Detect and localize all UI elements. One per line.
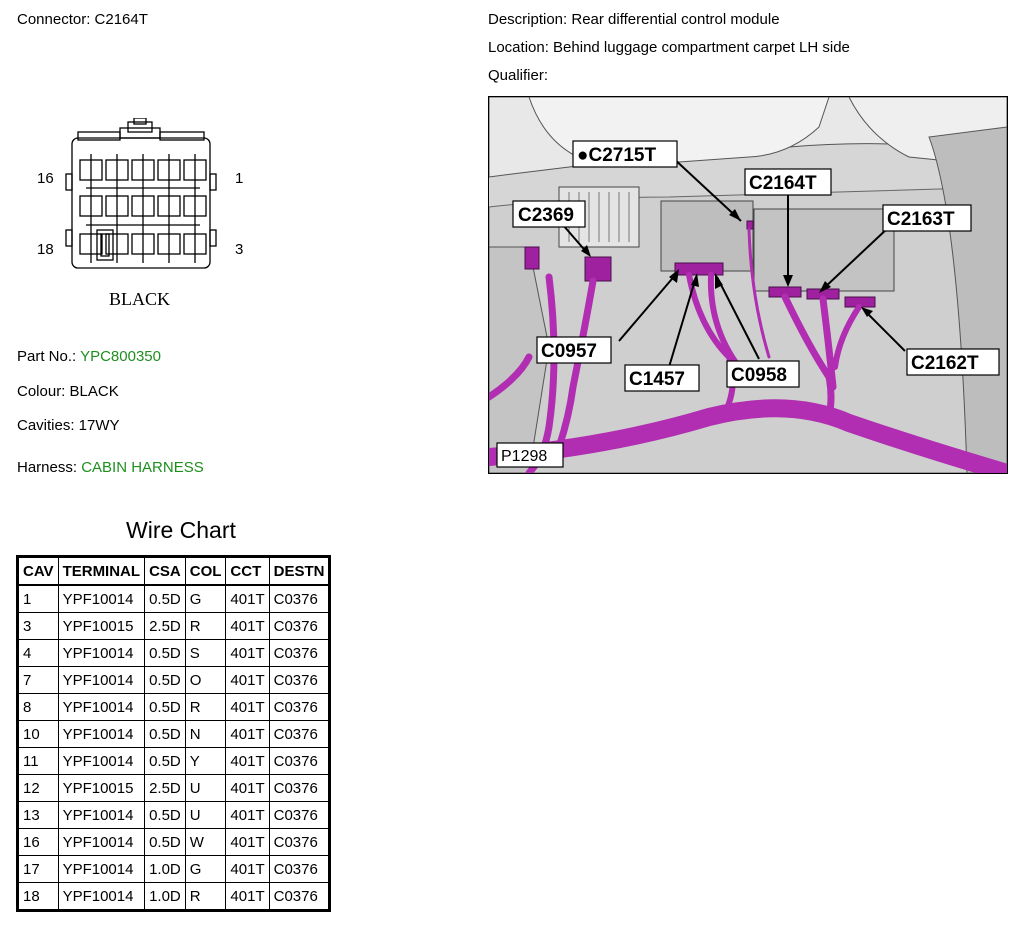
cell-terminal: YPF10015: [58, 775, 145, 802]
cell-terminal: YPF10014: [58, 585, 145, 613]
cell-cct: 401T: [226, 613, 269, 640]
wire-chart-row: [18, 694, 330, 721]
wire-chart-title: Wire Chart: [126, 517, 236, 543]
cell-terminal: YPF10014: [58, 748, 145, 775]
cell-destn: C0376: [269, 694, 330, 721]
pin-label-3: 3: [235, 241, 244, 258]
wire-chart-row: [18, 667, 330, 694]
cell-cav: 12: [18, 775, 59, 802]
cell-csa: 2.5D: [145, 613, 186, 640]
harness-label: Harness:: [17, 459, 82, 476]
wire-chart-row: [18, 802, 330, 829]
cell-csa: 1.0D: [145, 856, 186, 883]
callout-c1457: C1457: [629, 369, 685, 390]
cell-terminal: YPF10014: [58, 883, 145, 911]
cell-destn: C0376: [269, 775, 330, 802]
location-diagram: [488, 96, 1008, 474]
cell-cct: 401T: [226, 694, 269, 721]
callout-c2163t: C2163T: [887, 209, 955, 230]
cell-cct: 401T: [226, 640, 269, 667]
cell-destn: C0376: [269, 856, 330, 883]
cell-col: S: [185, 640, 226, 667]
cell-cct: 401T: [226, 748, 269, 775]
wire-chart-row: [18, 721, 330, 748]
cell-col: U: [185, 775, 226, 802]
part-number-label: Part No.:: [17, 348, 81, 365]
cell-col: U: [185, 802, 226, 829]
callout-c2164t: C2164T: [749, 173, 817, 194]
cell-cct: 401T: [226, 829, 269, 856]
cell-col: G: [185, 856, 226, 883]
cell-terminal: YPF10014: [58, 640, 145, 667]
cell-csa: 0.5D: [145, 829, 186, 856]
cell-destn: C0376: [269, 721, 330, 748]
cell-cct: 401T: [226, 721, 269, 748]
cell-cct: 401T: [226, 856, 269, 883]
wire-chart-table: [16, 555, 331, 912]
cell-cav: 4: [18, 640, 59, 667]
header-destn: DESTN: [269, 557, 330, 586]
cell-destn: C0376: [269, 613, 330, 640]
header-cav: CAV: [18, 557, 59, 586]
wire-chart-row: [18, 829, 330, 856]
header-col: COL: [185, 557, 226, 586]
cell-col: R: [185, 613, 226, 640]
callout-c2369: C2369: [518, 205, 574, 226]
wire-chart-row: [18, 640, 330, 667]
cell-destn: C0376: [269, 829, 330, 856]
cell-destn: C0376: [269, 748, 330, 775]
connector-label: Connector: C2164T: [17, 11, 148, 28]
location-diagram-illustration: [489, 97, 1007, 473]
cell-csa: 2.5D: [145, 775, 186, 802]
part-number: [17, 348, 161, 365]
wire-chart-row: [18, 613, 330, 640]
cavities-label: Cavities: 17WY: [17, 417, 120, 434]
cell-col: Y: [185, 748, 226, 775]
location-label: Location: Behind luggage compartment carpet LH side: [488, 39, 850, 56]
pin-label-18: 18: [37, 241, 54, 258]
cell-cav: 10: [18, 721, 59, 748]
harness-link[interactable]: CABIN HARNESS: [81, 459, 204, 476]
header-terminal: TERMINAL: [58, 557, 145, 586]
cell-col: W: [185, 829, 226, 856]
cell-destn: C0376: [269, 667, 330, 694]
cell-col: N: [185, 721, 226, 748]
cell-terminal: YPF10015: [58, 613, 145, 640]
cell-csa: 0.5D: [145, 640, 186, 667]
cell-destn: C0376: [269, 802, 330, 829]
qualifier-label: Qualifier:: [488, 67, 549, 84]
colour-label: Colour: BLACK: [17, 383, 119, 400]
cell-cct: 401T: [226, 883, 269, 911]
callout-p1298: P1298: [501, 448, 548, 465]
callout-c0957: C0957: [541, 341, 597, 362]
pin-label-16: 16: [37, 170, 54, 187]
cell-terminal: YPF10014: [58, 694, 145, 721]
cell-csa: 0.5D: [145, 667, 186, 694]
wire-chart-row: [18, 883, 330, 911]
wire-chart-row: [18, 748, 330, 775]
cell-cav: 16: [18, 829, 59, 856]
part-number-link[interactable]: YPC800350: [80, 348, 161, 365]
connector-colour-caption: BLACK: [109, 289, 171, 309]
cell-terminal: YPF10014: [58, 802, 145, 829]
cell-csa: 1.0D: [145, 883, 186, 911]
cell-cct: 401T: [226, 667, 269, 694]
harness: [17, 459, 204, 476]
wire-chart-header-row: [18, 557, 330, 586]
callout-c0958: C0958: [731, 365, 787, 386]
cell-destn: C0376: [269, 640, 330, 667]
description-label: Description: Rear differential control module: [488, 11, 780, 28]
cell-cct: 401T: [226, 802, 269, 829]
cell-csa: 0.5D: [145, 694, 186, 721]
wire-chart-row: [18, 856, 330, 883]
cell-col: O: [185, 667, 226, 694]
cell-terminal: YPF10014: [58, 829, 145, 856]
cell-csa: 0.5D: [145, 748, 186, 775]
wire-chart-row: [18, 585, 330, 613]
cell-terminal: YPF10014: [58, 667, 145, 694]
header-cct: CCT: [226, 557, 269, 586]
cell-cav: 8: [18, 694, 59, 721]
cell-destn: C0376: [269, 585, 330, 613]
cell-cav: 11: [18, 748, 59, 775]
pin-label-1: 1: [235, 170, 244, 187]
header-csa: CSA: [145, 557, 186, 586]
cell-cct: 401T: [226, 775, 269, 802]
cell-col: G: [185, 585, 226, 613]
cell-cav: 3: [18, 613, 59, 640]
callout-c2715t: ●C2715T: [577, 145, 657, 166]
cell-cav: 1: [18, 585, 59, 613]
cell-cav: 18: [18, 883, 59, 911]
connector-face-diagram: [30, 118, 250, 318]
wire-chart-row: [18, 775, 330, 802]
cell-cav: 7: [18, 667, 59, 694]
cell-cct: 401T: [226, 585, 269, 613]
cell-csa: 0.5D: [145, 585, 186, 613]
cell-csa: 0.5D: [145, 721, 186, 748]
cell-col: R: [185, 694, 226, 721]
cell-cav: 13: [18, 802, 59, 829]
cell-csa: 0.5D: [145, 802, 186, 829]
cell-destn: C0376: [269, 883, 330, 911]
callout-c2162t: C2162T: [911, 353, 979, 374]
cell-terminal: YPF10014: [58, 721, 145, 748]
cell-cav: 17: [18, 856, 59, 883]
cell-terminal: YPF10014: [58, 856, 145, 883]
cell-col: R: [185, 883, 226, 911]
